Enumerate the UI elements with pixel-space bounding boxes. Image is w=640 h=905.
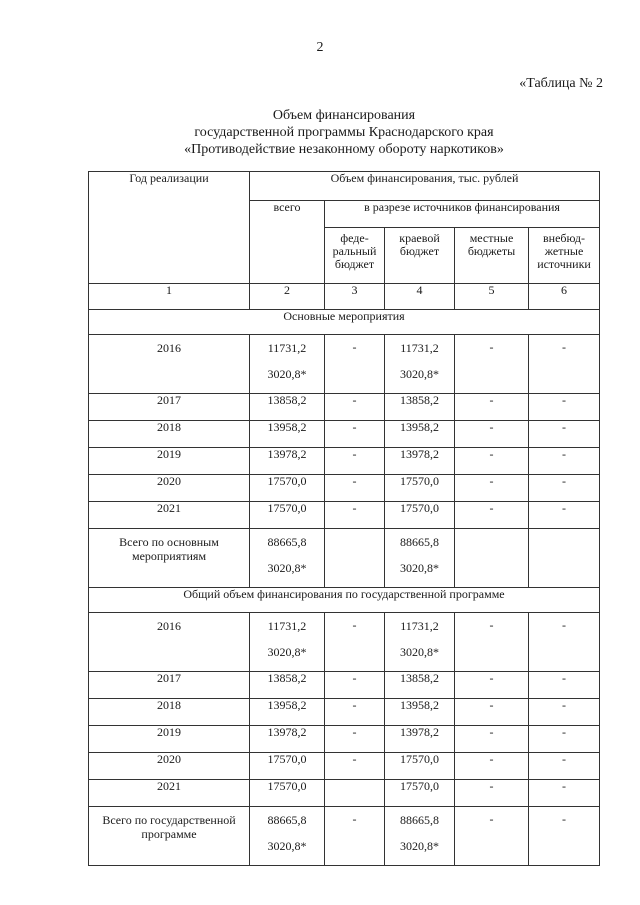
extra-cell: - — [529, 502, 600, 529]
regional-cell — [385, 726, 455, 753]
row-label: 2017 — [89, 394, 250, 421]
header-by-source: в разрезе источников финансирования — [325, 201, 600, 228]
total-cell — [250, 726, 325, 753]
federal-cell: - — [325, 672, 385, 699]
local-cell: - — [455, 448, 529, 475]
total-cell — [250, 807, 325, 866]
header-regional: краевой бюджет — [385, 228, 455, 284]
federal-cell — [325, 780, 385, 807]
local-cell: - — [455, 394, 529, 421]
financing-table — [88, 171, 600, 866]
row-label: 2021 — [89, 780, 250, 807]
table-row — [89, 699, 600, 726]
federal-cell: - — [325, 502, 385, 529]
section-title: Общий объем финансирования по государственной программе — [89, 588, 600, 613]
row-label: 2019 — [89, 448, 250, 475]
regional-cell-value: 11731,2 — [400, 341, 439, 355]
federal-cell: - — [325, 753, 385, 780]
column-numbers-row — [89, 284, 600, 310]
regional-cell — [385, 529, 455, 588]
regional-cell-value: 3020,8* — [400, 367, 439, 381]
regional-cell-value: 17570,0 — [400, 752, 439, 766]
total-cell — [250, 753, 325, 780]
regional-cell — [385, 394, 455, 421]
section-title: Основные мероприятия — [89, 310, 600, 335]
total-cell-value: 13978,2 — [267, 725, 307, 739]
regional-cell — [385, 807, 455, 866]
header-year: Год реализации — [89, 172, 250, 284]
total-cell-value: 3020,8* — [267, 367, 307, 381]
local-cell: - — [455, 699, 529, 726]
regional-cell-value: 3020,8* — [400, 839, 439, 853]
regional-cell — [385, 448, 455, 475]
column-number: 4 — [385, 284, 455, 310]
regional-cell-value: 17570,0 — [400, 474, 439, 488]
title-line-2: государственной программы Краснодарского края — [194, 125, 494, 140]
local-cell: - — [455, 613, 529, 672]
extra-cell: - — [529, 780, 600, 807]
federal-cell: - — [325, 807, 385, 866]
regional-cell-value: 13958,2 — [400, 420, 439, 434]
total-cell — [250, 448, 325, 475]
total-cell-value: 3020,8* — [267, 645, 307, 659]
extra-cell: - — [529, 394, 600, 421]
regional-cell — [385, 672, 455, 699]
title-line-1: Объем финансирования — [272, 108, 416, 123]
table-row — [89, 502, 600, 529]
extra-cell: - — [529, 726, 600, 753]
regional-cell-value: 13978,2 — [400, 447, 439, 461]
federal-cell: - — [325, 613, 385, 672]
total-cell — [250, 394, 325, 421]
total-cell-value: 17570,0 — [267, 779, 307, 793]
regional-cell-value: 88665,8 — [400, 535, 439, 549]
row-label: 2020 — [89, 753, 250, 780]
row-label: 2016 — [89, 613, 250, 672]
extra-cell: - — [529, 807, 600, 866]
row-label: Всего по государственной программе — [89, 807, 250, 866]
total-cell-value: 3020,8* — [267, 839, 307, 853]
total-cell — [250, 421, 325, 448]
regional-cell-value: 13858,2 — [400, 393, 439, 407]
page-number: 2 — [316, 40, 324, 55]
section-row — [89, 310, 600, 335]
regional-cell-value: 17570,0 — [400, 779, 439, 793]
local-cell: - — [455, 726, 529, 753]
table-row — [89, 780, 600, 807]
regional-cell-value: 13978,2 — [400, 725, 439, 739]
table-row — [89, 475, 600, 502]
total-cell — [250, 529, 325, 588]
federal-cell: - — [325, 726, 385, 753]
section-row — [89, 588, 600, 613]
total-cell-value: 13858,2 — [267, 671, 307, 685]
total-cell — [250, 335, 325, 394]
table-row — [89, 335, 600, 394]
total-cell — [250, 672, 325, 699]
federal-cell — [325, 529, 385, 588]
regional-cell — [385, 335, 455, 394]
total-cell — [250, 613, 325, 672]
column-number: 1 — [89, 284, 250, 310]
local-cell: - — [455, 335, 529, 394]
local-cell: - — [455, 475, 529, 502]
column-number: 6 — [529, 284, 600, 310]
header-volume: Объем финансирования, тыс. рублей — [250, 172, 600, 201]
total-cell-value: 17570,0 — [267, 501, 307, 515]
title-line-3: «Противодействие незаконному обороту наркотиков» — [184, 142, 504, 157]
extra-cell: - — [529, 613, 600, 672]
total-cell-value: 17570,0 — [267, 752, 307, 766]
table-row — [89, 807, 600, 866]
federal-cell: - — [325, 699, 385, 726]
local-cell: - — [455, 421, 529, 448]
total-cell-value: 88665,8 — [267, 813, 307, 827]
regional-cell-value: 3020,8* — [400, 645, 439, 659]
header-local: местные бюджеты — [455, 228, 529, 284]
row-label: 2019 — [89, 726, 250, 753]
row-label: Всего по основным мероприятиям — [89, 529, 250, 588]
regional-cell-value: 88665,8 — [400, 813, 439, 827]
local-cell: - — [455, 780, 529, 807]
local-cell: - — [455, 502, 529, 529]
table-label: «Таблица № 2 — [519, 76, 603, 91]
federal-cell: - — [325, 448, 385, 475]
row-label: 2020 — [89, 475, 250, 502]
extra-cell: - — [529, 448, 600, 475]
table-row — [89, 448, 600, 475]
row-label: 2017 — [89, 672, 250, 699]
extra-cell: - — [529, 335, 600, 394]
regional-cell — [385, 780, 455, 807]
regional-cell — [385, 753, 455, 780]
table-row — [89, 753, 600, 780]
row-label: 2018 — [89, 699, 250, 726]
federal-cell: - — [325, 421, 385, 448]
total-cell-value: 3020,8* — [267, 561, 307, 575]
total-cell-value: 13978,2 — [267, 447, 307, 461]
extra-cell: - — [529, 475, 600, 502]
total-cell — [250, 780, 325, 807]
row-label: 2018 — [89, 421, 250, 448]
header-extra: внебюд- жетные источники — [529, 228, 600, 284]
local-cell: - — [455, 807, 529, 866]
federal-cell: - — [325, 394, 385, 421]
regional-cell — [385, 613, 455, 672]
header-total: всего — [250, 201, 325, 284]
local-cell — [455, 529, 529, 588]
regional-cell-value: 11731,2 — [400, 619, 439, 633]
total-cell-value: 88665,8 — [267, 535, 307, 549]
table-row — [89, 421, 600, 448]
total-cell — [250, 475, 325, 502]
local-cell: - — [455, 753, 529, 780]
regional-cell-value: 17570,0 — [400, 501, 439, 515]
local-cell: - — [455, 672, 529, 699]
regional-cell — [385, 699, 455, 726]
extra-cell: - — [529, 753, 600, 780]
total-cell-value: 11731,2 — [267, 341, 307, 355]
federal-cell: - — [325, 335, 385, 394]
regional-cell — [385, 421, 455, 448]
regional-cell-value: 13858,2 — [400, 671, 439, 685]
column-number: 3 — [325, 284, 385, 310]
column-number: 2 — [250, 284, 325, 310]
total-cell — [250, 699, 325, 726]
row-label: 2016 — [89, 335, 250, 394]
table-row — [89, 613, 600, 672]
regional-cell-value: 13958,2 — [400, 698, 439, 712]
table-row — [89, 529, 600, 588]
table-row — [89, 726, 600, 753]
table-title — [0, 107, 640, 158]
regional-cell — [385, 475, 455, 502]
regional-cell-value: 3020,8* — [400, 561, 439, 575]
total-cell-value: 13958,2 — [267, 420, 307, 434]
column-number: 5 — [455, 284, 529, 310]
total-cell-value: 17570,0 — [267, 474, 307, 488]
header-federal: феде- ральный бюджет — [325, 228, 385, 284]
total-cell — [250, 502, 325, 529]
extra-cell: - — [529, 699, 600, 726]
total-cell-value: 13958,2 — [267, 698, 307, 712]
regional-cell — [385, 502, 455, 529]
table-row — [89, 672, 600, 699]
extra-cell: - — [529, 672, 600, 699]
total-cell-value: 13858,2 — [267, 393, 307, 407]
federal-cell: - — [325, 475, 385, 502]
row-label: 2021 — [89, 502, 250, 529]
extra-cell — [529, 529, 600, 588]
total-cell-value: 11731,2 — [267, 619, 307, 633]
table-row — [89, 394, 600, 421]
extra-cell: - — [529, 421, 600, 448]
